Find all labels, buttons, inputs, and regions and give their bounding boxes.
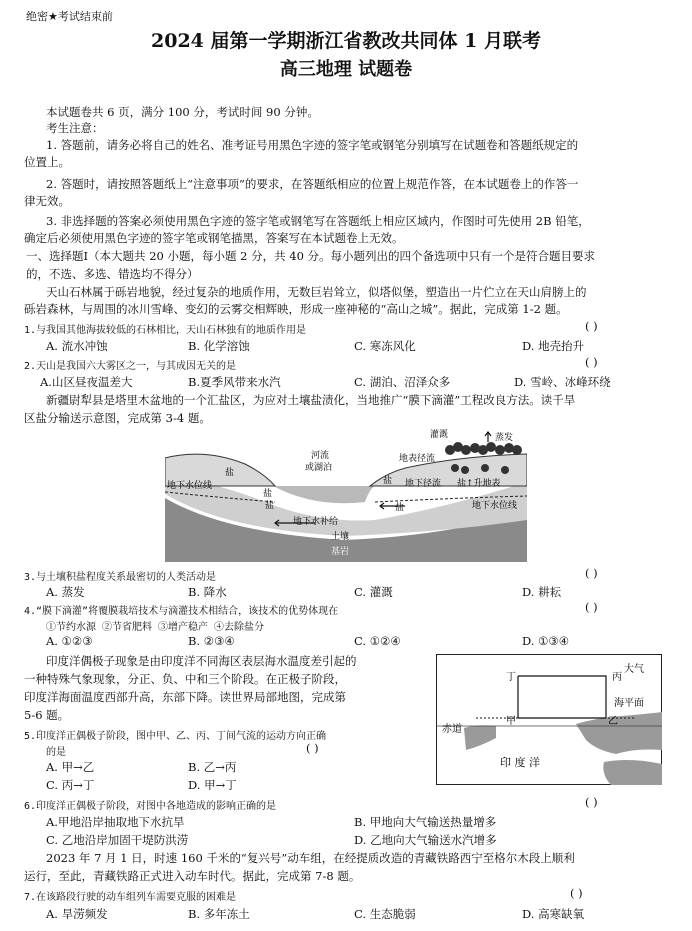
note3b: 确定后必须使用黑色字迹的签字笔或钢笔描黑，答案写在本试题卷上无效。	[24, 231, 404, 245]
label-equator: 赤道	[442, 724, 462, 735]
q4-option-b: B. ②③④	[188, 634, 235, 648]
q2-answer-paren: ( )	[585, 355, 598, 369]
q7-stem: 7.在该路段行驶的动车组列车需要克服的困难是	[24, 892, 237, 903]
label-salt-1: 盐	[225, 468, 235, 478]
q7-option-a: A. 旱涝频发	[46, 907, 108, 921]
note1b: 位置上。	[24, 155, 70, 169]
q5-stem: 5.印度洋正偶极子阶段，图中甲、乙、丙、丁间气流的运动方向正确	[24, 731, 327, 742]
passage2-line2: 区盐分输送示意图，完成第 3-4 题。	[24, 411, 211, 425]
passage3-line4: 5-6 题。	[24, 708, 70, 722]
exam-subtitle: 高三地理 试题卷	[279, 59, 413, 80]
label-sea-surface: 海平面	[614, 698, 644, 709]
passage1-line1: 天山石林属于砾岩地貌，经过复杂的地质作用，无数巨岩耸立，似塔似堡，塑造出一片伫立在天山肩膀上的	[46, 285, 587, 299]
q5-option-b: B. 乙→丙	[188, 760, 237, 774]
label-bedrock: 基岩	[331, 547, 350, 557]
label-d: 丁	[506, 672, 516, 683]
q3-option-d: D. 耕耘	[522, 585, 562, 599]
q4-option-d: D. ①③④	[522, 634, 570, 648]
q4-option-a: A. ①②③	[46, 634, 93, 648]
intro-line2: 考生注意：	[46, 121, 104, 135]
salt-transport-diagram	[165, 428, 527, 562]
note2b: 律无效。	[24, 194, 70, 208]
q2-option-a: A.山区昼夜温差大	[40, 375, 133, 389]
q2-option-c: C. 湖泊、沼泽众多	[354, 375, 451, 389]
q3-option-c: C. 灌溉	[354, 585, 393, 599]
q7-option-b: B. 多年冻土	[188, 907, 250, 921]
q6-option-a: A.甲地沿岸抽取地下水抗旱	[46, 815, 185, 829]
q6-option-b: B. 甲地向大气输送热量增多	[354, 815, 497, 829]
q4-option-c: C. ①②④	[354, 634, 401, 648]
australia-land	[603, 760, 662, 785]
q3-stem: 3.与土壤积盐程度关系最密切的人类活动是	[24, 572, 217, 583]
q1-answer-paren: ( )	[585, 319, 598, 333]
q1-option-d: D. 地壳抬升	[522, 339, 585, 353]
section1-line1: 一、选择题Ⅰ（本大题共 20 小题，每小题 2 分，共 40 分。每小题列出的四个备选项中只有一个是符合题目要求	[26, 249, 596, 263]
label-underground-runoff: 地下径流	[405, 479, 442, 489]
q5-option-c: C. 丙→丁	[46, 778, 95, 792]
q2-stem: 2.天山是我国六大雾区之一，与其成因无关的是	[24, 361, 237, 372]
label-gw-left: 地下水位线	[167, 481, 213, 491]
q1-option-a: A. 流水冲蚀	[46, 339, 108, 353]
q6-option-c: C. 乙地沿岸加固干堤防洪涝	[46, 833, 189, 847]
label-salt-rise: 盐↑升地表	[457, 479, 501, 489]
q6-stem: 6.印度洋正偶极子阶段，对图中各地造成的影响正确的是	[24, 801, 277, 812]
q5-option-a: A. 甲→乙	[46, 760, 95, 774]
q3-answer-paren: ( )	[585, 566, 598, 580]
q4-stem: 4.“膜下滴灌”将覆膜栽培技术与滴灌技术相结合，该技术的优势体现在	[24, 606, 339, 617]
q5-answer-paren: ( )	[306, 741, 319, 755]
q6-option-d: D. 乙地向大气输送水汽增多	[354, 833, 497, 847]
section1-line2: 的，不选、多选、错选均不得分）	[26, 267, 199, 281]
q2-option-b: B.夏季风带来水汽	[188, 375, 281, 389]
note3a: 3. 非选择题的答案必须使用黑色字迹的签字笔或钢笔写在答题纸上相应区域内，作图时可先使用 2B 铅笔，	[46, 214, 590, 228]
passage2-line1: 新疆尉犁县是塔里木盆地的一个汇盐区，为应对土壤盐渍化，当地推广“膜下滴灌”工程改良方法。读千旱	[46, 393, 576, 407]
q1-stem: 1.与我国其他海拔较低的石林相比，天山石林独有的地质作用是	[24, 325, 307, 336]
label-salt-4: 盐	[265, 501, 275, 511]
label-soil: 土壤	[331, 532, 350, 542]
indian-ocean-map	[436, 654, 662, 785]
q3-option-a: A. 蒸发	[46, 585, 85, 599]
intro-line1: 本试题卷共 6 页，满分 100 分，考试时间 90 分钟。	[46, 105, 319, 119]
note2a: 2. 答题时，请按照答题纸上“注意事项”的要求，在答题纸相应的位置上规范作答，在本试题卷上的作答一	[46, 177, 579, 191]
label-lake: 或湖泊	[305, 463, 333, 473]
label-b: 乙	[608, 716, 618, 727]
q3-option-b: B. 降水	[188, 585, 227, 599]
q5-option-d: D. 甲→丁	[188, 778, 237, 792]
label-atmosphere: 大气	[624, 664, 644, 675]
label-a: 甲	[506, 716, 516, 727]
q4-items: ①节约水源 ②节省肥料 ③增产稳产 ④去除盐分	[46, 622, 265, 633]
q2-option-d: D. 雪岭、冰峰环绕	[514, 375, 611, 389]
q4-answer-paren: ( )	[585, 600, 598, 614]
q1-option-c: C. 寒冻风化	[354, 339, 416, 353]
q5-stem2: 的是	[46, 747, 66, 758]
label-salt-3: 盐	[383, 476, 393, 486]
label-salt-2: 盐	[263, 489, 273, 499]
label-groundwater-recharge: 地下水补给	[293, 517, 339, 527]
passage4-line2: 运行，至此，青藏铁路正式进入动车时代。据此，完成第 7-8 题。	[24, 869, 361, 883]
label-salt-5: 盐	[395, 503, 405, 513]
label-gw-right: 地下水位线	[472, 501, 518, 511]
note1a: 1. 答题前，请务必将自己的姓名、准考证号用黑色字迹的签字笔或钢笔分别填写在试题卷和答题纸规定的	[46, 138, 579, 152]
exam-title: 2024 届第一学期浙江省教改共同体 1 月联考	[151, 30, 541, 52]
passage3-line1: 印度洋偶极子现象是由印度洋不同海区表层海水温度差引起的	[46, 654, 357, 668]
label-evaporation: 蒸发	[495, 433, 514, 443]
label-river: 河流	[311, 451, 330, 461]
q7-answer-paren: ( )	[570, 886, 583, 900]
secret-label: 绝密★考试结束前	[26, 10, 113, 23]
label-surface-runoff: 地表径流	[399, 454, 436, 464]
q6-answer-paren: ( )	[585, 795, 598, 809]
label-c: 丙	[612, 672, 622, 683]
label-indian-ocean: 印 度 洋	[500, 756, 540, 769]
passage1-line2: 砾岩森林，与周围的冰川雪峰、变幻的云雾交相辉映，形成一座神秘的“高山之城”。据此，完成第 1-2 题。	[24, 302, 568, 316]
label-irrigation: 灌溉	[430, 430, 449, 440]
passage3-line2: 一种特殊气象现象，分正、负、中和三个阶段。在正极子阶段，	[24, 672, 346, 686]
passage4-line1: 2023 年 7 月 1 日，时速 160 千米的“复兴号”动车组，在经提质改造的青藏铁路西宁至格尔木段上顺利	[46, 851, 575, 865]
passage3-line3: 印度洋海面温度西部升高，东部下降。读世界局部地图，完成第	[24, 690, 346, 704]
q7-option-c: C. 生态脆弱	[354, 907, 416, 921]
q1-option-b: B. 化学溶蚀	[188, 339, 250, 353]
q7-option-d: D. 高寒缺氧	[522, 907, 585, 921]
